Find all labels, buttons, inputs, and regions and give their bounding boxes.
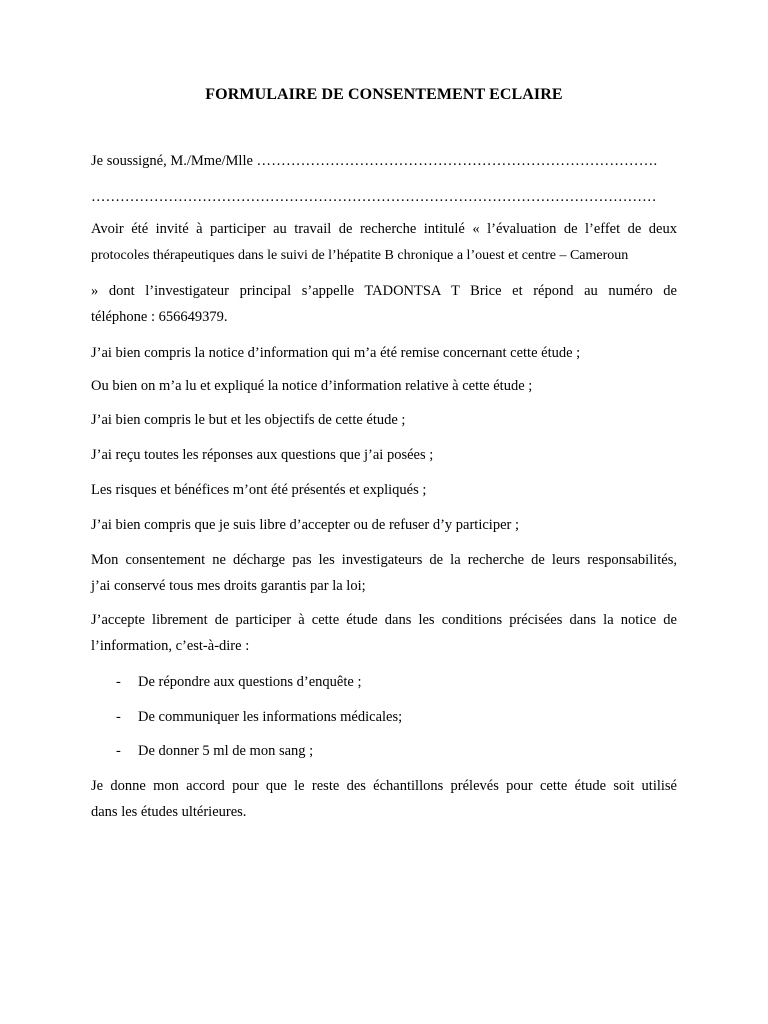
accepte-line-1: J’accepte librement de participer à cette étude dans les conditions précisées dans la notice de [91,612,677,628]
bullet-marker: - [116,743,121,759]
soussigne-blank-line: ……………………………………………………………………………………………………… [91,189,657,205]
bullet-text: De répondre aux questions d’enquête ; [138,674,362,690]
statement-item: J’ai bien compris la notice d’information qui m’a été remise concernant cette étude ; [91,345,581,361]
bullet-text: De donner 5 ml de mon sang ; [138,743,314,759]
accord-line-1: Je donne mon accord pour que le reste des échantillons prélevés pour cette étude soit utilisé [91,778,677,794]
accepte-line-2: l’information, c’est-à-dire : [91,638,250,654]
responsabilites-line-1: Mon consentement ne décharge pas les investigateurs de la recherche de leurs responsabilités, [91,552,677,568]
intro-line-4: téléphone : 656649379. [91,309,228,325]
statement-item: J’ai bien compris que je suis libre d’accepter ou de refuser d’y participer ; [91,517,519,533]
bullet-text: De communiquer les informations médicales; [138,709,403,725]
soussigne-name-blank: ………………………………………………………………………. [256,153,658,169]
bullet-marker: - [116,674,121,690]
responsabilites-line-2: j’ai conservé tous mes droits garantis par la loi; [91,578,366,594]
page-title: FORMULAIRE DE CONSENTEMENT ECLAIRE [205,86,563,103]
intro-line-2: protocoles thérapeutiques dans le suivi de l’hépatite B chronique a l’ouest et centre – Cameroun [91,248,629,263]
intro-line-3: » dont l’investigateur principal s’appelle TADONTSA T Brice et répond au numéro de [91,283,677,299]
accord-line-2: dans les études ultérieures. [91,804,247,820]
statement-item: Les risques et bénéfices m’ont été présentés et expliqués ; [91,482,427,498]
soussigne-label: Je soussigné, M./Mme/Mlle [91,153,253,169]
bullet-marker: - [116,709,121,725]
statement-item: J’ai bien compris le but et les objectifs de cette étude ; [91,412,406,428]
soussigne-line [91,152,677,170]
statement-item: Ou bien on m’a lu et expliqué la notice d’information relative à cette étude ; [91,378,533,394]
intro-line-1: Avoir été invité à participer au travail de recherche intitulé « l’évaluation de l’effet de deux [91,221,677,237]
statement-item: J’ai reçu toutes les réponses aux questions que j’ai posées ; [91,447,434,463]
